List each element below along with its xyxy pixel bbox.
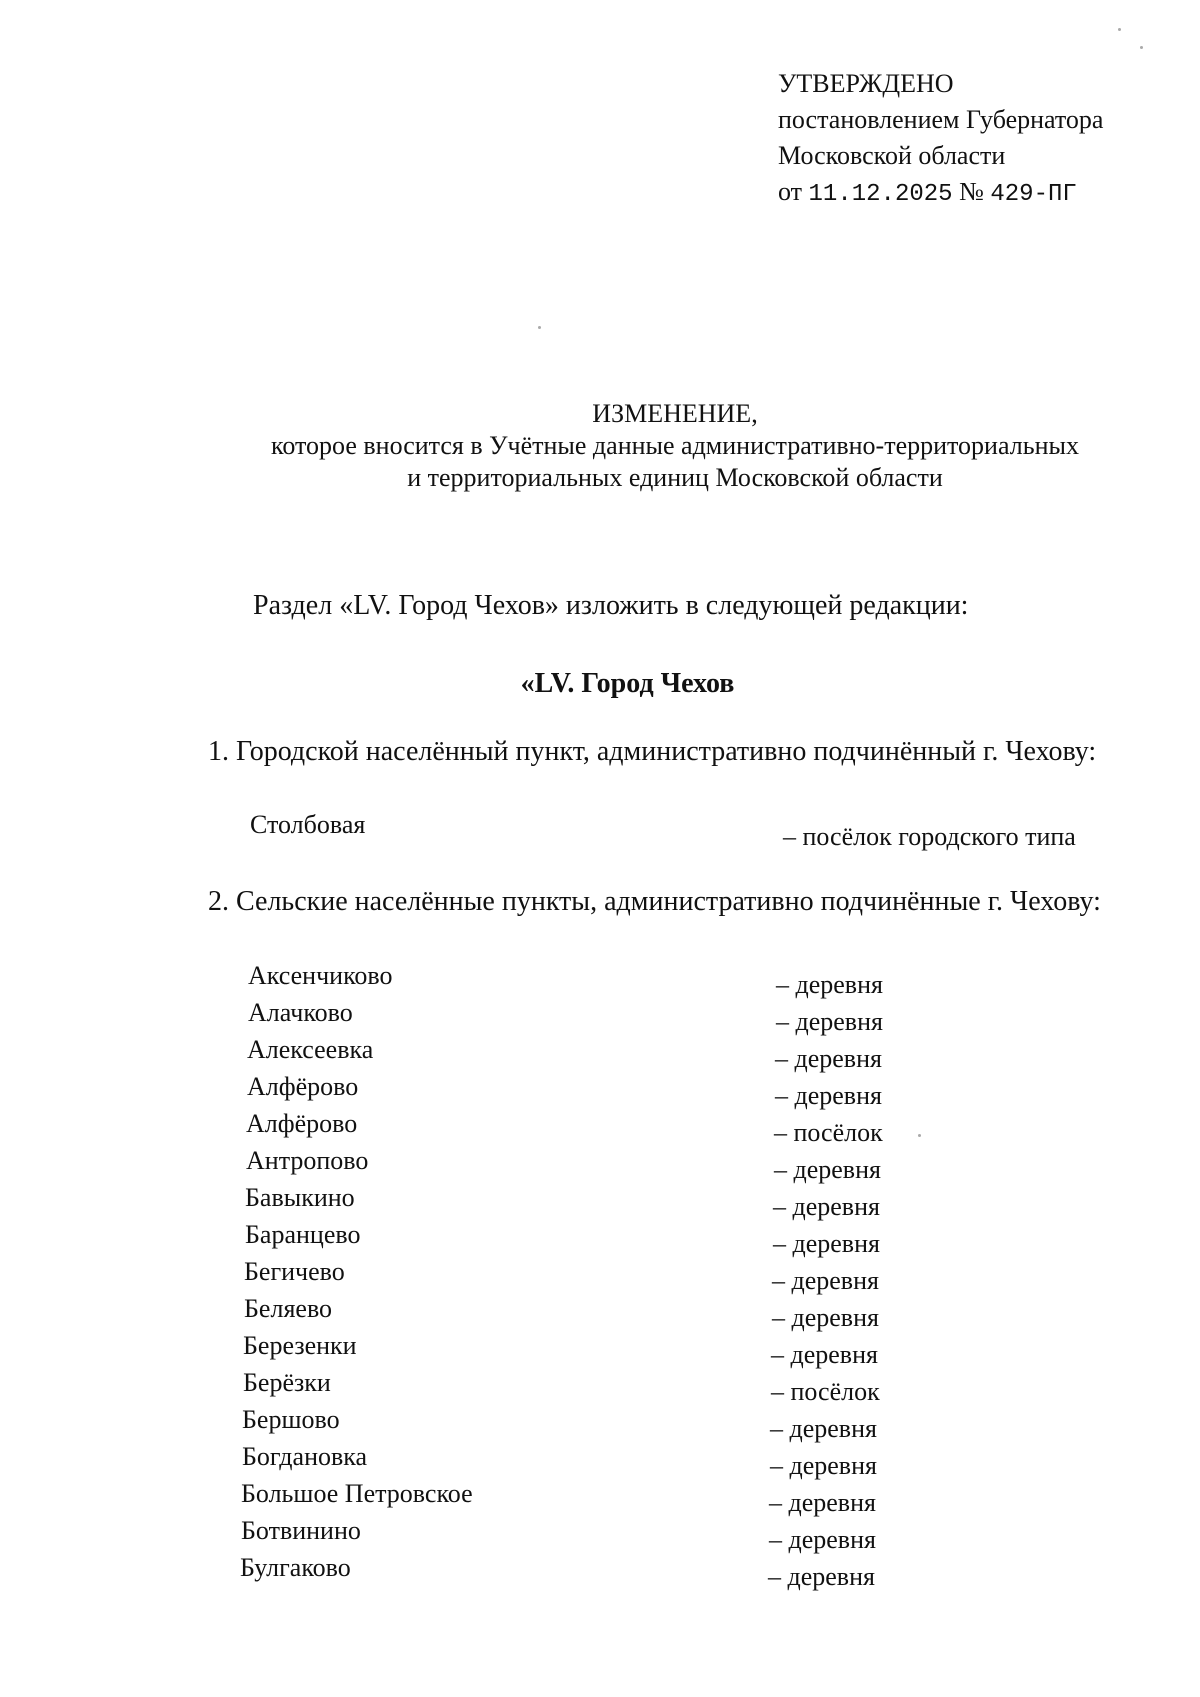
settlement-type: – деревня — [770, 1451, 877, 1480]
settlement-name: Бершово — [242, 1405, 340, 1434]
approval-title: УТВЕРЖДЕНО — [778, 69, 954, 98]
settlement-name: Алфёрово — [246, 1109, 358, 1138]
settlement-type: – посёлок — [774, 1118, 883, 1147]
settlement-type: – посёлок — [771, 1377, 880, 1406]
approval-number-sign: № — [959, 177, 984, 206]
scan-speck — [1140, 46, 1143, 49]
approval-date-line — [778, 174, 1103, 213]
scan-speck — [918, 1134, 921, 1137]
settlement-name: Березенки — [243, 1331, 357, 1360]
approval-date: 11.12.2025 — [808, 181, 953, 208]
approval-region: Московской области — [778, 141, 1006, 170]
settlement-name: Бегичево — [244, 1257, 345, 1286]
scan-speck — [1118, 28, 1121, 31]
settlement-name: Беляево — [244, 1294, 333, 1323]
settlement-type: – деревня — [769, 1488, 876, 1517]
settlement-name: Баранцево — [245, 1220, 361, 1249]
approval-date-prefix: от — [778, 177, 803, 206]
approval-number: 429-ПГ — [990, 181, 1077, 208]
settlement-type: – деревня — [770, 1414, 877, 1443]
title-subtitle-1: которое вносится в Учётные данные административно-территориальных — [271, 431, 1079, 460]
settlement-type: – деревня — [775, 1044, 882, 1073]
settlement-type: – деревня — [772, 1266, 879, 1295]
scan-speck — [538, 326, 541, 329]
settlement-type: – деревня — [774, 1155, 881, 1184]
section-title: «LV. Город Чехов — [520, 668, 735, 699]
settlement-type: – деревня — [771, 1340, 878, 1369]
title-subtitle-2: и территориальных единиц Московской области — [407, 463, 943, 492]
part1-heading: 1. Городской населённый пункт, административно подчинённый г. Чехову: — [208, 736, 1097, 767]
settlement-name: Алексеевка — [247, 1035, 374, 1064]
settlement-type: – деревня — [776, 1007, 883, 1036]
settlement-name: Бавыкино — [245, 1183, 355, 1212]
approval-stamp — [778, 66, 1103, 213]
settlement-type: – деревня — [768, 1562, 875, 1591]
title-heading: ИЗМЕНЕНИЕ, — [592, 399, 758, 428]
settlement-name: Берёзки — [243, 1368, 331, 1397]
part2-heading: 2. Сельские населённые пункты, административно подчинённые г. Чехову: — [208, 886, 1101, 917]
settlement-type: – деревня — [773, 1229, 880, 1258]
settlement-name: Алачково — [248, 998, 353, 1027]
settlement-type: – посёлок городского типа — [783, 822, 1076, 851]
settlement-type: – деревня — [775, 1081, 882, 1110]
document-title — [200, 398, 1150, 494]
settlement-type: – деревня — [772, 1303, 879, 1332]
settlement-name: Булгаково — [240, 1553, 351, 1582]
instruction-text: Раздел «LV. Город Чехов» изложить в следующей редакции: — [253, 590, 969, 621]
settlement-name: Богдановка — [242, 1442, 368, 1471]
settlement-name: Большое Петровское — [241, 1479, 473, 1508]
settlement-name: Ботвинино — [241, 1516, 361, 1545]
settlement-type: – деревня — [776, 970, 883, 999]
settlement-name: Антропово — [246, 1146, 369, 1175]
settlement-name: Столбовая — [250, 810, 366, 839]
settlement-type: – деревня — [769, 1525, 876, 1554]
approval-authority: постановлением Губернатора — [778, 105, 1104, 134]
settlement-name: Аксенчиково — [248, 961, 393, 990]
settlement-name: Алфёрово — [247, 1072, 359, 1101]
settlement-type: – деревня — [773, 1192, 880, 1221]
